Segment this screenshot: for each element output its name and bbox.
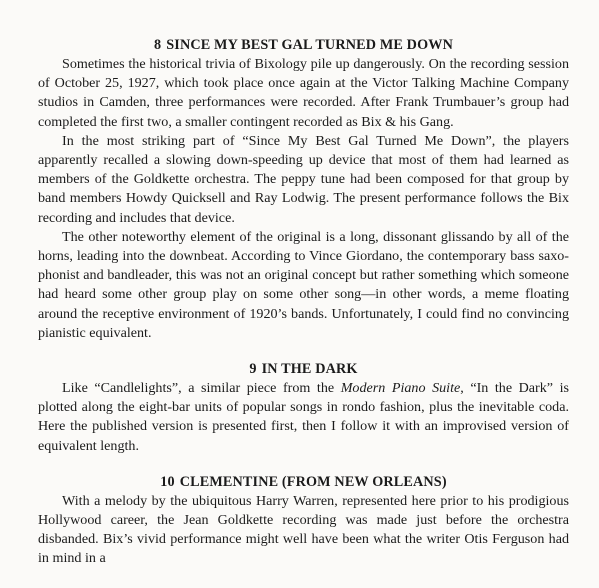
paragraph-text: , “In the Dark” is plotted along the eight-bar units of popular songs in rondo fashion, plus the inevitable coda. Here the published version is presented first, then I follow it with an improvised version of equivalent length. bbox=[38, 380, 570, 454]
section-heading bbox=[38, 473, 569, 492]
paragraph-text: Like “Candlelights”, a similar piece from the bbox=[62, 380, 341, 397]
section-8 bbox=[38, 36, 569, 343]
section-number: 10 bbox=[160, 473, 175, 490]
section-title: CLEMENTINE (FROM NEW ORLEANS) bbox=[179, 473, 447, 490]
paragraph: The other noteworthy element of the original is a long, dissonant glissando by all of the horns, leading into the downbeat. According to Vince Giordano, the contemporary bass saxo-phonist and bandleader, this was not an original concept but rather something which someone had heard some other group play on some other song—in other words, a meme floating around the receptive environment of 1920’s bands. Unfortunately, I could find no convincing pianistic equivalent. bbox=[38, 228, 569, 341]
paragraph bbox=[38, 379, 569, 456]
section-number: 8 bbox=[153, 37, 162, 53]
paragraph: Sometimes the historical trivia of Bixology pile up dangerously. On the recording session of October 25, 1927, which took place once again at the Victor Talking Machine Company studios in Camden, three performances were recorded. After Frank Trumbauer’s group had completed the first two, a smaller contingent recorded as Bix & his Gang. bbox=[38, 56, 569, 130]
paragraph: In the most striking part of “Since My Best Gal Turned Me Down”, the players apparently recalled a slowing down-speeding up device that most of them had learned as members of the Goldkette orchestra. The peppy tune had been composed for that group by band members Howdy Quicksell and Ray Lodwig. The present performance follows the Bix recording and includes that device. bbox=[38, 132, 569, 226]
section-10 bbox=[38, 473, 569, 569]
book-title: Modern Piano Suite bbox=[340, 380, 461, 397]
section-heading bbox=[38, 36, 569, 55]
section-title: IN THE DARK bbox=[261, 361, 358, 378]
section-number: 9 bbox=[249, 361, 257, 378]
paragraph: With a melody by the ubiquitous Harry Warren, represented here prior to his prodigious Hollywood career, the Jean Goldkette recording was made just before the orchestra disbanded. Bix’s vivid performance might well have been what the writer Otis Ferguson had in mind in a bbox=[38, 492, 569, 567]
section-9 bbox=[38, 360, 569, 456]
section-heading bbox=[38, 360, 569, 379]
section-title: SINCE MY BEST GAL TURNED ME DOWN bbox=[166, 37, 453, 53]
